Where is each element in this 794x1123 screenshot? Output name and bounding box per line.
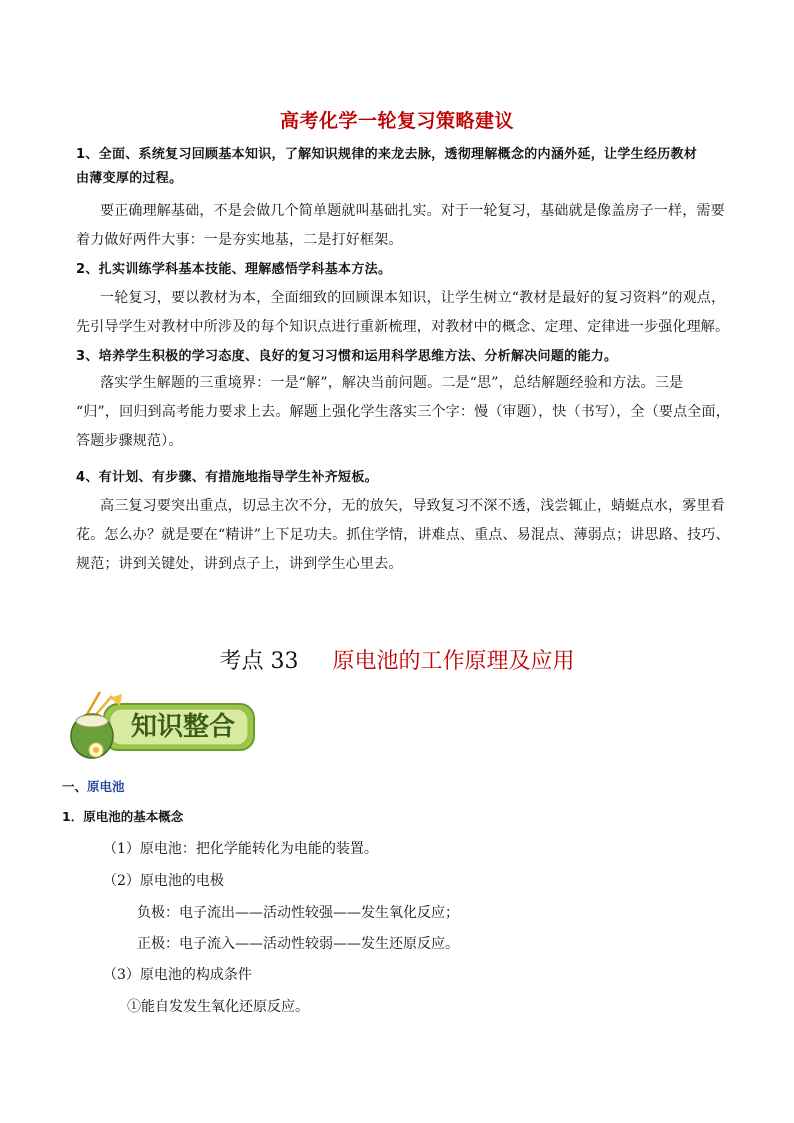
- heading-primary-cell-prefix: 一、: [62, 779, 88, 794]
- strategy-2-body-line2: 先引导学生对教材中所涉及的每个知识点进行重新梳理，对教材中的概念、定理、定律进一步强化理解。: [76, 319, 730, 335]
- strategy-1-heading-line1: 1、全面、系统复习回顾基本知识，了解知识规律的来龙去脉，透彻理解概念的内涵外延，让学生经历教材: [76, 147, 698, 162]
- strategy-4-heading: 4、有计划、有步骤、有措施地指导学生补齐短板。: [76, 470, 378, 485]
- item-conditions: （3）原电池的构成条件: [103, 967, 252, 983]
- strategy-4-body: [76, 492, 740, 579]
- strategy-2-body-line1: 一轮复习，要以教材为本，全面细致的回顾课本知识，让学生树立“教材是最好的复习资料”的观点，: [100, 290, 726, 306]
- strategy-4-body-line1: 高三复习要突出重点，切忌主次不分，无的放矢，导致复习不深不透，浅尝辄止，蜻蜓点水，雾里看: [100, 498, 725, 514]
- strategy-1-body-line2: 着力做好两件大事：一是夯实地基，二是打好框架。: [76, 232, 403, 248]
- strategy-4-body-line2: 花。怎么办？就是要在“精讲”上下足功夫。抓住学情，讲难点、重点、易混点、薄弱点；讲思路、技巧、: [76, 527, 730, 543]
- strategy-3-body-line2: “归”，回归到高考能力要求上去。解题上强化学生落实三个字：慢（审题），快（书写），全（要点全面，: [76, 404, 730, 420]
- document-title: 高考化学一轮复习策略建议: [279, 110, 514, 132]
- strategy-1-heading-line2: 由薄变厚的过程。: [76, 171, 183, 186]
- condition-1: ①能自发发生氧化还原反应。: [127, 999, 309, 1015]
- heading-primary-cell-name: 原电池: [87, 779, 125, 794]
- strategy-3-heading: 3、培养学生积极的学习态度、良好的复习习惯和运用科学思维方法、分析解决问题的能力。: [76, 349, 618, 364]
- strategy-4-body-line3: 规范；讲到关键处，讲到点子上，讲到学生心里去。: [76, 556, 403, 572]
- badge-label: 知识整合: [130, 712, 235, 742]
- strategy-1-body: [76, 197, 740, 255]
- item-electrodes: （2）原电池的电极: [103, 873, 224, 889]
- heading-basic-concepts: 1．原电池的基本概念: [62, 809, 184, 824]
- strategy-2-body: [76, 284, 740, 342]
- strategy-1-body-line1: 要正确理解基础，不是会做几个简单题就叫基础扎实。对于一轮复习，基础就是像盖房子一样，需要: [100, 203, 725, 219]
- item-definition: （1）原电池：把化学能转化为电能的装置。: [103, 841, 378, 857]
- heading-primary-cell: [62, 777, 125, 795]
- section-title: [0, 647, 794, 677]
- strategy-1-heading: [76, 143, 736, 191]
- strategy-3-body-line1: 落实学生解题的三重境界：一是“解”，解决当前问题。二是“思”，总结解题经验和方法。三是: [100, 375, 684, 391]
- section-name: 原电池的工作原理及应用: [332, 649, 575, 674]
- strategy-2-heading: 2、扎实训练学科基本技能、理解感悟学科基本方法。: [76, 262, 392, 277]
- section-number: 考点 33: [219, 649, 299, 674]
- negative-electrode: 负极：电子流出——活动性较强——发生氧化反应；: [137, 905, 459, 921]
- knowledge-badge: [70, 688, 260, 766]
- strategy-3-body-line3: 答题步骤规范）。: [76, 433, 183, 449]
- positive-electrode: 正极：电子流入——活动性较弱——发生还原反应。: [137, 936, 459, 952]
- strategy-3-body: [76, 369, 740, 456]
